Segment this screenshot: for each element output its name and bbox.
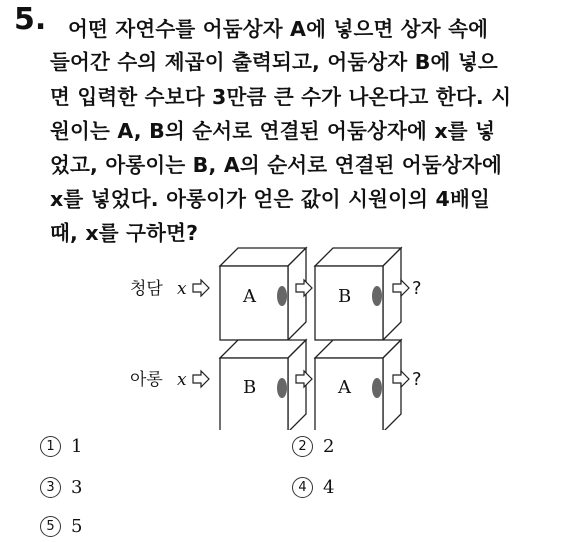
choice-3-value: 3 (71, 477, 83, 498)
question-text (0, 0, 582, 245)
choice-3-mark: 3 (40, 477, 61, 498)
row-2-output: ? (412, 369, 422, 390)
row-1-label: 청담 (130, 279, 163, 299)
choice-2[interactable] (292, 436, 334, 457)
question-number: 5. (14, 2, 47, 37)
choice-4-value: 4 (323, 477, 335, 498)
question-line-1: 어떤 자연수를 어둠상자 A에 넣으면 상자 속에 (68, 17, 489, 41)
row-1-box-1 (220, 248, 306, 340)
row-2-input-arrow-icon (193, 371, 209, 387)
row-2-box-1 (220, 340, 306, 430)
row-2-box-2 (315, 340, 401, 430)
row-2-box-2-letter: A (338, 377, 351, 398)
choice-5-value: 5 (71, 516, 83, 537)
choice-5[interactable] (40, 516, 82, 537)
row-2-box-1-letter: B (243, 377, 257, 398)
question-line-4: 원이는 A, B의 순서로 연결된 어둠상자에 x를 넣 (50, 119, 496, 143)
question-line-7: 때, x를 구하면? (50, 221, 199, 245)
row-1-box-1-letter: A (243, 286, 256, 307)
choice-2-mark: 2 (292, 436, 313, 457)
black-box-diagram (0, 240, 582, 430)
choice-1-mark: 1 (40, 436, 61, 457)
question-line-6: x를 넣었다. 아롱이가 얻은 값이 시원이의 4배일 (50, 187, 490, 211)
question-line-5: 었고, 아롱이는 B, A의 순서로 연결된 어둠상자에 (50, 153, 502, 177)
choice-4-mark: 4 (292, 477, 313, 498)
question-line-2: 들어간 수의 제곱이 출력되고, 어둠상자 B에 넣으 (50, 50, 498, 74)
row-1-box-2 (315, 248, 401, 340)
choice-2-value: 2 (323, 436, 335, 457)
row-2-variable: x (177, 370, 187, 390)
row-1-variable: x (177, 279, 187, 299)
choice-3[interactable] (40, 477, 82, 498)
diagram-row-1 (130, 248, 422, 340)
diagram-row-2 (130, 340, 422, 430)
row-1-box-2-letter: B (338, 286, 352, 307)
row-2-label: 아롱 (130, 370, 163, 390)
row-1-input-arrow-icon (193, 280, 209, 296)
question-line-3: 면 입력한 수보다 3만큼 큰 수가 나온다고 한다. 시 (50, 85, 512, 109)
choice-5-mark: 5 (40, 516, 61, 537)
row-1-output: ? (412, 278, 422, 299)
choice-4[interactable] (292, 477, 334, 498)
choice-1-value: 1 (71, 436, 83, 457)
choice-1[interactable] (40, 436, 82, 457)
